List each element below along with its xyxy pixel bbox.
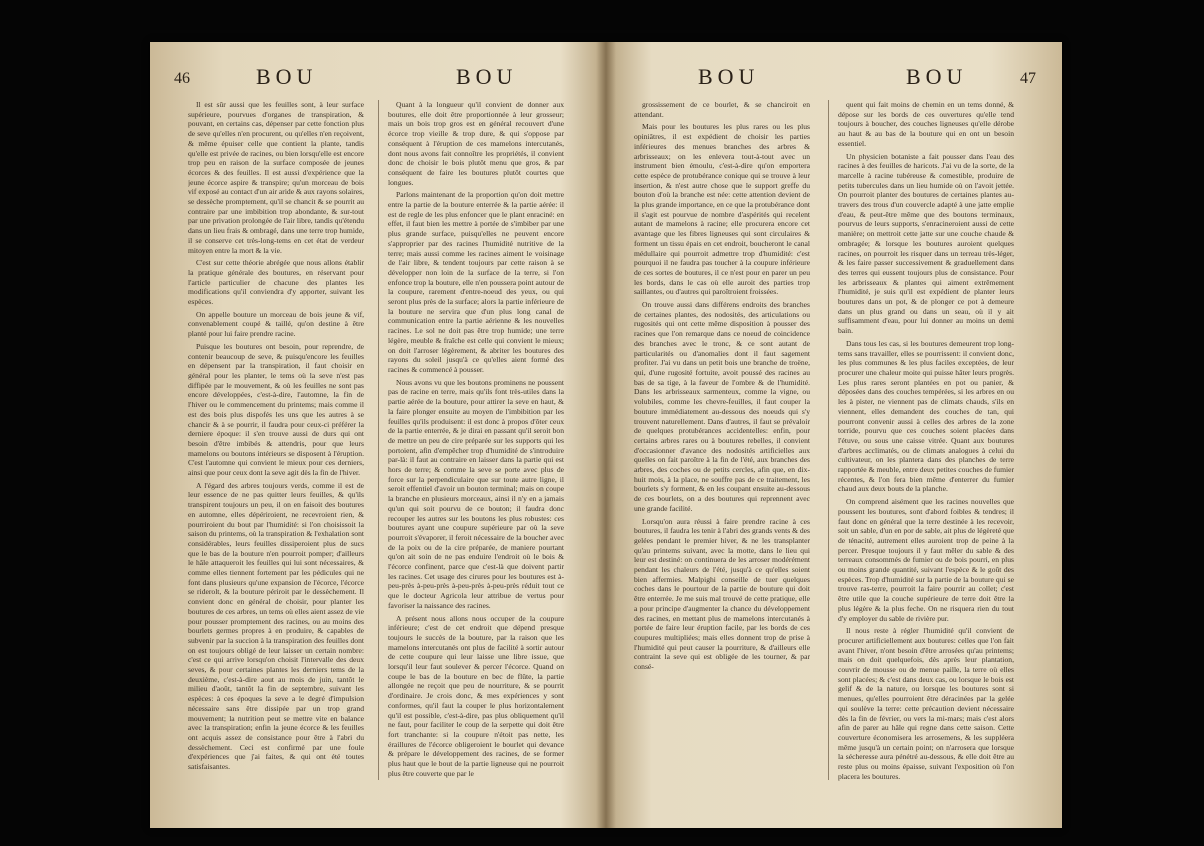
left-page xyxy=(150,42,606,828)
paragraph: grossissement de ce bourlet, & se chanciroit en attendant. xyxy=(634,100,810,119)
paragraph: Puisque les boutures ont besoin, pour reprendre, de contenir beaucoup de seve, & puisqu'encore les feuilles en dépensent par la transpiration, il faut choisir en général pour les planter, le tems où la seve n'est pas diffipée par le mouvement, & où les feuilles ne sont pas encore développées, c'est-à-dire, l'automne, la fin de l'hiver ou le commencement du printems; mais comme il est des bois plus dispofés les uns que les autres à se chancir & à se pourrir, il faudra pour ceux-ci préférer la derniere époque: il s'en trouve aussi de durs qui ont besoin d'être imbibés & attendris, pour que leurs mamelons ou boutons intérieurs se disposent à l'éruption. C'est l'automne qui convient le mieux pour ces derniers, ainsi que pour ceux dont la seve agit dès la fin de l'hiver. xyxy=(188,341,364,478)
left-running-head-2: BOU xyxy=(456,64,518,89)
paragraph: Dans tous les cas, si les boutures demeurent trop long-tems sans travailler, elles se pourrissent: il convient donc, les plus communes & les plus faciles exceptées, de leur procurer une chaleur moite qui puisse hâter leurs progrès. Les plus rares seront plantées en pot ou panier, & déposées dans des couches tempérées, si les arbres en ou les à pister, ne viennent pas de climats chauds, s'ils en viennent, elles demandent des couches de tan, qui pourront convenir aussi à celles des arbres de la zone torride, pourvu que ces couches soient placées dans l'étuve, ou sous une caisse vitrée. Quant aux boutures d'arbres acclimatés, ou de climats analogues à celui du cultivateur, on les plantera dans des planches de terre rapportée & meuble, entre deux petites couches de fumier récentes, & l'on fera bien même d'enterrer du fumier chaud aux deux bouts de la planche. xyxy=(838,338,1014,494)
paragraph: Il nous reste à régler l'humidité qu'il convient de procurer artificiellement aux boutures: celles que l'on fait avant l'hiver, n'ont besoin d'être arrosées qu'au printems; mais on doit quelquefois, dès après leur plantation, couvrir de mousse ou de menue paille, la terre où elles sont placées; & c'est dans deux cas, ou lorsque le bois est gelif & de la nature, ou lorsque les boutures sont si menues, qu'elles pourroient être déracinées par la gelée qui soulève la terre: cette précaution devient nécessaire dès la fin de février, ou vers la mi-mars; mais c'est alors afin de parer au hâle qui regne dans cette saison. Cette couverture économisera les arrosemens, & les suppléera même jusqu'à un certain point; on n'arrosera que lorsque la sécheresse aura pénétré au-dessous, & elle doit être au reste plus ou moins épaisse, suivant l'exposition où l'on placera les boutures. xyxy=(838,626,1014,781)
paragraph: Nous avons vu que les boutons prominens ne poussent pas de racine en terre, mais qu'ils font très-utiles dans la partie aérée de la bouture, pour attirer la seve en haut, & la faire plonger ensuite au moyen de l'imbibition par les feuilles qu'ils produisent: il est donc à propos d'ôter ceux de la partie enterrée, & je dirai en passant qu'il seroit bon de mettre un peu de cire préparée sur les supports qui les portoient, afin d'empêcher trop d'humidité de s'introduire par-là: il faut au contraire en laisser dans la partie qui est hors de terre; & comme la seve se porte avec plus de force sur la perpendiculaire que sur toute autre ligne, il seroit effentiel d'avoir un bouton terminal; mais on coupe la branche en plusieurs morceaux, ainsi il n'y en a jamais qu'un qui soit pourvu de ce bouton; il faudra donc recouper les autres sur les boutons les plus robustes: ces boutures ayant une coupure supérieure par où la seve pourroit s'évaporer, il feroit nécessaire de la boucher avec de la poix ou de la cire préparée, de maniere pourtant qu'on ait soin de ne pas enduire l'endroit où le bois & l'écorce confinent, parce que c'est-là que doivent partir les racines. Cet usage des cirures pour les boutures est à-peu-près à-peu-près à-peu-près à-peu-près réduit tout ce que le docteur Agricola leur attribue de vertus pour favoriser la naissance des racines. xyxy=(388,377,564,610)
right-page-number: 47 xyxy=(1020,70,1036,87)
right-column-2 xyxy=(838,100,1014,788)
paragraph: quent qui fait moins de chemin en un tems donné, & dépose sur les bords de ces ouvertures qu'elle tend toujours à boucher, des couches ligneuses qu'elle dérobe au haut & au bas de la bouture qui en ont un besoin essentiel. xyxy=(838,100,1014,148)
right-running-head-1: BOU xyxy=(698,64,760,89)
left-running-head-1: BOU xyxy=(256,64,318,89)
paragraph: A présent nous allons nous occuper de la coupure inférieure; c'est de cet endroit que dépend presque toujours le succès de la bouture, par la raison que les mamelons intercutanés ont plus de facilité à sortir autour de cette coupure qui leur laisse une libre issue, que lorsqu'il leur faut soulever & percer l'écorce. Quand on coupe le bas de la bouture en bec de flûte, la partie allongée ne reçoit que peu de nourriture, & se pourrit d'ordinaire. Je crois donc, & mes expériences y sont conformes, qu'il faut la couper le plus horizontalement qu'il est possible, c'est-à-dire, pas plus obliquement qu'il ne faut, pour faciliter le coup de la serpette qui doit être fort tranchante: si la coupure n'étoit pas nette, les éraillures de l'écorce obligeroient le bourlet qui devance & prépare le développement des racines, de se former plus haut que le bout de la partie ligneuse qui ne pourroit plus être couverte que par le xyxy=(388,613,564,778)
left-page-header xyxy=(150,64,606,94)
paragraph: Il est sûr aussi que les feuilles sont, à leur surface supérieure, pourvues d'organes de transpiration, & pouvant, en certains cas, dépenser par cette fonction plus de seve qu'elles n'en procurent, ou qu'elles n'en reçoivent, & même épuiser celle que contient la plante, tandis qu'elle est privée de racines, ou bien lorsqu'elle est encore trop peu en raison de la surface composée de jeunes écorces & des feuilles. Il est aussi d'expérience que la jeune écorce aspire & transpire; qu'un morceau de bois vif exposé au contact d'un air aride & aux rayons solaires, se dessèche promptement, qu'il se chancit & se pourrit au contraire par une imbibition trop abondante, & sur-tout par une privation prolongée de l'air libre, tandis qu'étendu dans un lieu frais & ombragé, dans une terre trop humide, il se conserve cet très-long-tems en cet état de verdeur mitoyen entre la mort & la vie. xyxy=(188,100,364,255)
book-spread xyxy=(150,42,1062,828)
paragraph: Lorsqu'on aura réussi à faire prendre racine à ces boutures, il faudra les tenir à l'abri des grands vents & des gelées pendant le premier hiver, & ne les transplanter qu'au printems suivant, avec la motte, dans le lieu qui leur est destiné: on continuera de les arroser modérément pendant les chaleurs de l'été, jusqu'à ce qu'elles soient bien affermies. Malpighi conseille de tuer quelques coches dans le pourtour de la partie de bouture qui doit être enterrée. Je me suis mal trouvé de cette pratique, elle a pour principe d'augmenter la chance du développement des racines, en mettant plus de mamelons intercutanés à portée de faire leur éruption facile, par les bords de ces coupures multipliées; mais elles donnent trop de prise à l'humidité qui peut causer la pourriture, & d'ailleurs elle contraint la seve qui est obligée de les tourner, & par consé- xyxy=(634,516,810,672)
left-column-rule xyxy=(378,100,379,780)
paragraph: On appelle bouture un morceau de bois jeune & vif, convenablement coupé & taillé, qu'on destine à être planté pour lui faire prendre racine. xyxy=(188,309,364,339)
right-column-1 xyxy=(634,100,810,788)
paragraph: Quant à la longueur qu'il convient de donner aux boutures, elle doit être proportionnée à leur grosseur; mais un bois trop gros est en général recouvert d'une écorce trop vieille & trop dure, & qui s'oppose par conséquent à l'éruption de ces mamelons intercutanés, dont nous avons fait connoître les propriétés, il convient donc de choisir le bois plutôt menu que gros, & par conséquent de faire les boutures plutôt courtes que longues. xyxy=(388,100,564,187)
paragraph: C'est sur cette théorie abrégée que nous allons établir la pratique générale des boutures, en réservant pour l'article particulier de chacune des plantes les modifications qu'il conviendra d'y apporter, suivant les espèces. xyxy=(188,258,364,307)
paragraph: Mais pour les boutures les plus rares ou les plus opiniâtres, il est expédient de choisir les parties inférieures des menues branches des arbres & arbrisseaux; on les enlevera tout-à-tout avec un instrument bien émoulu, c'est-à-dire qu'on emportera cette espèce de protubérance conique qui se trouve à leur insertion, & n'est autre chose que le support greffe du bouton d'où la branche est née: cette attention devient de la plus grande importance, en ce que la protubérance dont il s'agit est pourvue de nombre d'aspérités qui recelent autant de mamelons à racine; elle procurera encore cet avantage que les fibres ligneuses qui sont circulaires & forment un tissu épais en cet endroit, boucheront le canal médullaire qui pourroit admettre trop d'humidité: c'est pourquoi il ne faudra pas toucher à la coupure inférieure de ces sortes de boutures, il ce n'est pour en parer un peu les bords, dans le cas où elle auroit des parties trop saillantes, ou d'autres qui paroîtroient froissées. xyxy=(634,122,810,297)
paragraph: Un physicien botaniste a fait pousser dans l'eau des racines à des feuilles de haricots. J'ai vu de la sorte, de la marcelle à racine tubéreuse & comestible, produire de petits tubercules dans un lieu humide où on l'avoit jettée. On pourroit planter des boutures de certaines plantes au-travers des trous d'un couvercle adapté à une jatte emplie d'eau, & peut-être même que des boutons terminaux, pourvus de leurs supports, s'enracineroient aussi de cette manière; on mettroit cette jatte sur une couche chaude & ombragée; & lorsque les boutures auroient quelques racines, on pourroit les risquer dans un terreau très-léger, & les faire passer successivement & graduellement dans des terres qui eussent toujours plus de consistance. Pour les arbrisseaux & plantes qui aiment extrêmement l'humidité, je suis qu'il est expédient de planter leurs boutures dans un pot, & de plonger ce pot à demeure dans un plus grand ou dans un seau, où il y ait suffisamment d'eau, pour lui donner au moins un demi bain. xyxy=(838,151,1014,336)
right-page xyxy=(606,42,1062,828)
paragraph: Parlons maintenant de la proportion qu'on doit mettre entre la partie de la bouture enterrée & la partie aérée: il est de regle de les plus enfoncer que le plant enraciné: en effet, il faut bien les mettre à portée de s'imbiber par une plus grande surface, puisqu'elles ne peuvent encore s'approprier par des racines l'humidité nutritive de la terre; mais aussi comme les racines aiment le voisinage de l'air libre, & tendent toujours par cette raison à se développer non loin de la surface de la terre, si l'on enfonce trop la bouture, elle n'en poussera point autour de la coupure, rarement d'entre-noeud des yeux, ou qui seront plus près de la surface; alors la partie inférieure de la bouture ne servira que d'un plus long canal de communication entre la partie aérienne & les nouvelles racines. Le sol ne doit pas être trop humide; une terre légère, meuble & fraîche est celle qui convient le mieux; on doit l'arroser légèrement, & abriter les boutures des rayons du soleil jusqu'à ce qu'elles aient formé des racines & commencé à pousser. xyxy=(388,190,564,374)
left-column-1 xyxy=(188,100,364,788)
left-page-number: 46 xyxy=(174,70,190,87)
book-gutter xyxy=(596,42,616,828)
left-column-2 xyxy=(388,100,564,788)
right-column-rule xyxy=(828,100,829,780)
paragraph: On trouve aussi dans différens endroits des branches de certaines plantes, des nodosités, des articulations ou rugosités qui ont cette même disposition à pousser des racines que l'on remarque dans ce noeud de coincidence des branches avec le tronc, & ce sont autant de particularités ou d'anomalies dont il faut sagement profiter. J'ai vu dans un petit bois une branche de troëne, qui, d'une rugosité fortuite, avoit poussé des racines au bas de sa tige, à la faveur de l'ombre & de l'humidité. Dans les arbrisseaux sarmenteux, comme la vigne, ou volubiles, comme les chevre-feuilles, il faut couper la bouture immédiatement au-dessous des noeuds qui s'y trouvent naturellement. Dans d'autres, il faut se prévaloir de quelques protubérances accidentelles: enfin, pour certains arbres rares ou à boutures rebelles, il convient d'occasionner d'avance des nodosités artificielles aux quelles on fait paroître à la fin de l'été, aux branches des arbres, des coches ou de petits cercles, afin que, en dix-huit mois, à la place, ne souffre pas de ce traitement, les bourlets s'y forment, & en les coupant ensuite au-dessous de ces bourlets, on a des boutures qui reprennent avec une grande facilité. xyxy=(634,300,810,513)
right-running-head-2: BOU xyxy=(906,64,968,89)
paragraph: A l'égard des arbres toujours verds, comme il est de leur essence de ne pas quitter leurs feuilles, & qu'ils transpirent toujours un peu, il on en faisoit des boutures en automne, elles dépériroient, ne recevroient rien, & pourriroient du bout par l'humidité: si l'on choisissoit la saison du printems, où la transpiration & l'exhalation sont considérables, leurs feuilles dissiperoient plus de sucs que le bas de la bouture n'en pourroit pomper; d'ailleurs le hâle attaqueroit les feuilles qui lui sont nécessaires, & comme elles tiennent fortement par les pédicules qui ne font dans plusieurs qu'une expansion de l'écorce, l'écorce se riderolt, & la bouture périroit par le dessèchement. Il convient donc en général de choisir, pour planter les boutures de ces arbres, un tems où elles aient assez de vie pour pousser promptement des racines, ou au moins des bourlets germes propres à en produire, & capables de subvenir par la succion à la transpiration des feuilles dont on est toujours obligé de leur laisser un certain nombre: c'est ce qui arrive lorsqu'on choisit l'intervalle des deux seves, & pour certaines plantes les derniers tems de la deuxième, c'est-à-dire aout au mois de juin, tantôt le milieu d'août, tantôt la fin de septembre, suivant les espèces: à ces époques la seve a le degré d'impulsion nécessaire sans être dissipée par un trop grand mouvement; la nutrition peut se mettre vite en balance avec la transpiration; enfin la jeune écorce & les feuilles ont acquis assez de consistance pour être à l'abri du dessèchement. Ceci est confirmé par une foule d'expériences que j'ai faites, & qui ont été toutes satisfaisantes. xyxy=(188,480,364,772)
right-page-header xyxy=(606,64,1062,94)
paragraph: On comprend aisément que les racines nouvelles que poussent les boutures, sont d'abord foibles & tendres; il faut donc en général que la terre destinée à les recevoir, soit un sable, d'un en por de sable, ait plus de légèreté que de ténacité, autrement elles auroient trop de peine à la percer. Presque toujours il y faut mêler du sable & des terreaux consommés de fumier ou de bois pourri, en plus ou moins grande quantité, suivant l'espèce & le goût des espèces. Trop d'humidité sur la partie de la bouture qui se trouve ras-terre, pourroit la faire pourrir au collet; c'est être utile que la couche supérieure de terre doit être la plus légère & la plus feche. On ne risquera rien du tout d'y employer du sable de rivière pur. xyxy=(838,497,1014,623)
